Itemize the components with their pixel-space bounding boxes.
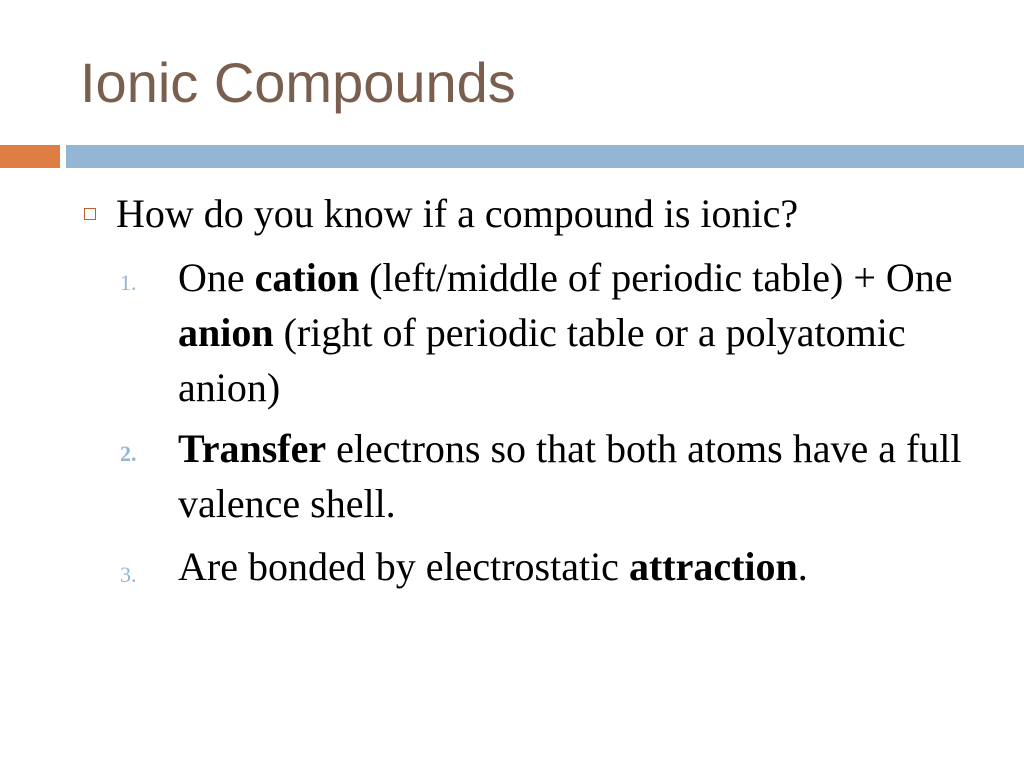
bullet-question: How do you know if a compound is ionic? xyxy=(116,191,799,236)
list-item-1 xyxy=(178,250,978,415)
list-item-2 xyxy=(178,421,978,531)
slide-title: Ionic Compounds xyxy=(80,51,516,114)
item-2-bold-transfer: Transfer xyxy=(178,426,327,471)
item-number-3: 3. xyxy=(120,562,137,587)
item-1-bold-cation: cation xyxy=(254,255,360,300)
item-1-text-c: (right of periodic table or a polyatomic anion) xyxy=(178,310,906,410)
item-number-1: 1. xyxy=(120,270,137,295)
item-3-bold-attraction: attraction xyxy=(628,544,798,589)
item-3-text-b: . xyxy=(797,544,808,589)
square-bullet-icon xyxy=(84,208,96,220)
item-number-2: 2. xyxy=(120,441,137,466)
list-item-3 xyxy=(178,539,978,594)
item-1-bold-anion: anion xyxy=(178,310,274,355)
item-3-text-a: Are bonded by electrostatic xyxy=(178,544,629,589)
item-1-text-b: (left/middle of periodic table) + One xyxy=(359,255,953,300)
item-2-text: electrons so that both atoms have a full valence shell. xyxy=(178,426,962,526)
item-1-text-a: One xyxy=(178,255,255,300)
